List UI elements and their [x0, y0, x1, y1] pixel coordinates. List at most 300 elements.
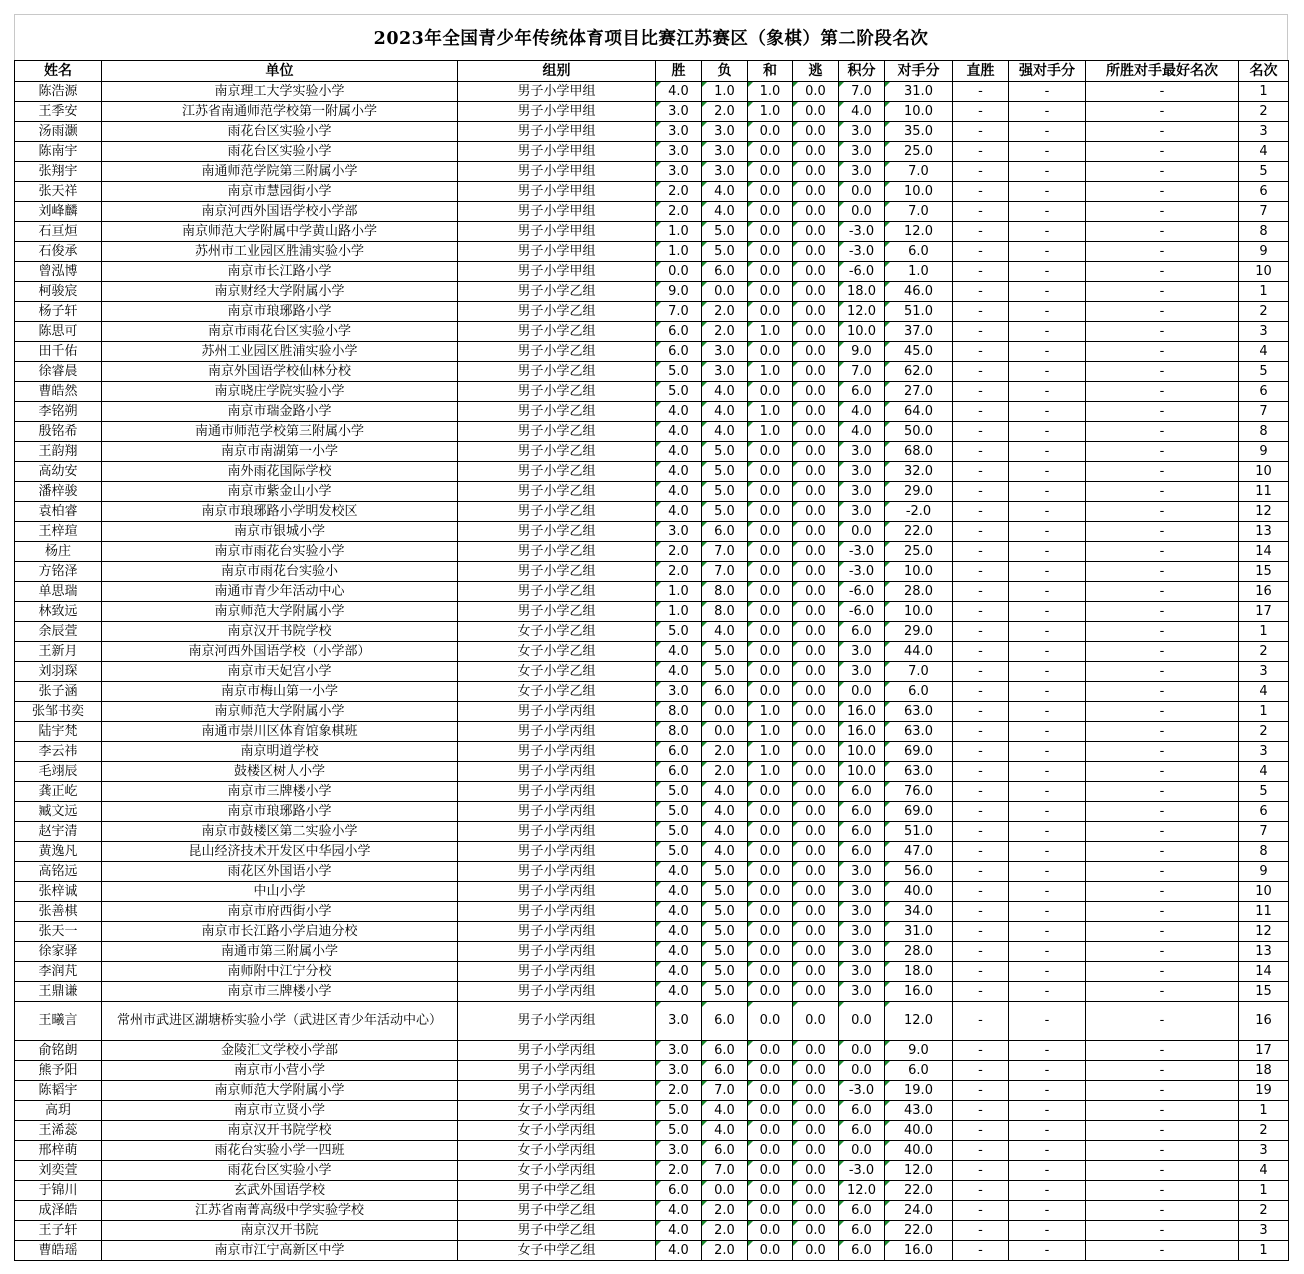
cell-name: 殷铭希	[15, 422, 102, 442]
cell-losses: 0.0	[702, 722, 748, 742]
cell-group: 男子小学丙组	[458, 902, 656, 922]
table-row	[15, 262, 1289, 282]
cell-points: -3.0	[839, 542, 885, 562]
cell-draws: 0.0	[748, 862, 793, 882]
cell-name: 成泽皓	[15, 1201, 102, 1221]
cell-wins: 4.0	[656, 462, 702, 482]
cell-strong-opponent-points: -	[1009, 682, 1086, 702]
cell-strong-opponent-points: -	[1009, 142, 1086, 162]
cell-opponent-points: 62.0	[885, 362, 953, 382]
cell-unit: 玄武外国语学校	[102, 1181, 458, 1201]
cell-losses: 4.0	[702, 382, 748, 402]
cell-head-to-head: -	[953, 1101, 1009, 1121]
cell-strong-opponent-points: -	[1009, 1161, 1086, 1181]
table-row	[15, 1221, 1289, 1241]
table-row	[15, 1041, 1289, 1061]
cell-strong-opponent-points: -	[1009, 602, 1086, 622]
table-row	[15, 182, 1289, 202]
cell-unit: 南京市雨花台实验小	[102, 562, 458, 582]
cell-losses: 4.0	[702, 402, 748, 422]
cell-points: -3.0	[839, 562, 885, 582]
cell-group: 男子小学甲组	[458, 82, 656, 102]
cell-strong-opponent-points: -	[1009, 782, 1086, 802]
cell-rank: 1	[1239, 1181, 1289, 1201]
cell-wins: 4.0	[656, 642, 702, 662]
cell-unit: 南通市青少年活动中心	[102, 582, 458, 602]
cell-rank: 1	[1239, 82, 1289, 102]
table-row	[15, 242, 1289, 262]
cell-opponent-points: 47.0	[885, 842, 953, 862]
cell-losses: 2.0	[702, 302, 748, 322]
cell-points: -6.0	[839, 582, 885, 602]
cell-losses: 5.0	[702, 222, 748, 242]
cell-unit: 南通市崇川区体育馆象棋班	[102, 722, 458, 742]
cell-points: 3.0	[839, 942, 885, 962]
cell-unit: 南京市立贤小学	[102, 1101, 458, 1121]
table-row	[15, 782, 1289, 802]
cell-forfeits: 0.0	[793, 942, 839, 962]
cell-losses: 4.0	[702, 842, 748, 862]
cell-points: 12.0	[839, 1181, 885, 1201]
cell-group: 男子小学丙组	[458, 982, 656, 1002]
cell-group: 男子小学乙组	[458, 442, 656, 462]
cell-forfeits: 0.0	[793, 562, 839, 582]
cell-name: 张天一	[15, 922, 102, 942]
cell-best-beaten-rank: -	[1086, 262, 1239, 282]
cell-head-to-head: -	[953, 362, 1009, 382]
table-row	[15, 542, 1289, 562]
cell-forfeits: 0.0	[793, 1161, 839, 1181]
table-body	[15, 82, 1289, 1261]
cell-group: 男子小学乙组	[458, 382, 656, 402]
cell-forfeits: 0.0	[793, 82, 839, 102]
cell-unit: 中山小学	[102, 882, 458, 902]
cell-name: 杨庄	[15, 542, 102, 562]
cell-rank: 10	[1239, 262, 1289, 282]
cell-forfeits: 0.0	[793, 1121, 839, 1141]
cell-wins: 2.0	[656, 182, 702, 202]
cell-unit: 苏州工业园区胜浦实验小学	[102, 342, 458, 362]
cell-head-to-head: -	[953, 682, 1009, 702]
cell-forfeits: 0.0	[793, 982, 839, 1002]
cell-name: 毛翊辰	[15, 762, 102, 782]
cell-forfeits: 0.0	[793, 122, 839, 142]
cell-forfeits: 0.0	[793, 1041, 839, 1061]
cell-rank: 9	[1239, 442, 1289, 462]
cell-strong-opponent-points: -	[1009, 222, 1086, 242]
cell-best-beaten-rank: -	[1086, 842, 1239, 862]
cell-unit: 南京市三牌楼小学	[102, 782, 458, 802]
cell-draws: 0.0	[748, 562, 793, 582]
cell-strong-opponent-points: -	[1009, 382, 1086, 402]
cell-strong-opponent-points: -	[1009, 342, 1086, 362]
cell-opponent-points: 22.0	[885, 522, 953, 542]
table-row	[15, 562, 1289, 582]
cell-best-beaten-rank: -	[1086, 442, 1239, 462]
cell-unit: 南通师范学院第三附属小学	[102, 162, 458, 182]
cell-draws: 0.0	[748, 682, 793, 702]
cell-strong-opponent-points: -	[1009, 862, 1086, 882]
cell-opponent-points: 25.0	[885, 542, 953, 562]
cell-group: 男子小学乙组	[458, 582, 656, 602]
cell-points: 16.0	[839, 702, 885, 722]
cell-head-to-head: -	[953, 1121, 1009, 1141]
cell-wins: 2.0	[656, 542, 702, 562]
table-row	[15, 142, 1289, 162]
cell-draws: 1.0	[748, 762, 793, 782]
cell-best-beaten-rank: -	[1086, 1141, 1239, 1161]
table-row	[15, 402, 1289, 422]
page-title: 2023年全国青少年传统体育项目比赛江苏赛区（象棋）第二阶段名次	[373, 29, 929, 49]
cell-points: 3.0	[839, 442, 885, 462]
header-opponent-points: 对手分	[885, 61, 953, 82]
cell-strong-opponent-points: -	[1009, 1241, 1086, 1261]
cell-rank: 8	[1239, 222, 1289, 242]
cell-strong-opponent-points: -	[1009, 1201, 1086, 1221]
cell-draws: 0.0	[748, 942, 793, 962]
cell-strong-opponent-points: -	[1009, 1002, 1086, 1041]
cell-draws: 1.0	[748, 402, 793, 422]
cell-draws: 0.0	[748, 882, 793, 902]
cell-rank: 2	[1239, 302, 1289, 322]
results-table	[14, 60, 1289, 1261]
cell-opponent-points: 10.0	[885, 102, 953, 122]
header-name: 姓名	[15, 61, 102, 82]
cell-head-to-head: -	[953, 1241, 1009, 1261]
cell-opponent-points: 12.0	[885, 222, 953, 242]
cell-name: 臧文远	[15, 802, 102, 822]
cell-wins: 4.0	[656, 982, 702, 1002]
cell-opponent-points: 16.0	[885, 982, 953, 1002]
cell-draws: 0.0	[748, 202, 793, 222]
cell-draws: 0.0	[748, 442, 793, 462]
cell-best-beaten-rank: -	[1086, 382, 1239, 402]
cell-name: 曹皓然	[15, 382, 102, 402]
table-row	[15, 282, 1289, 302]
cell-unit: 金陵汇文学校小学部	[102, 1041, 458, 1061]
cell-forfeits: 0.0	[793, 242, 839, 262]
table-row	[15, 1101, 1289, 1121]
cell-rank: 1	[1239, 282, 1289, 302]
cell-losses: 5.0	[702, 462, 748, 482]
cell-rank: 17	[1239, 602, 1289, 622]
cell-unit: 昆山经济技术开发区中华园小学	[102, 842, 458, 862]
cell-group: 男子小学丙组	[458, 1061, 656, 1081]
cell-draws: 0.0	[748, 602, 793, 622]
cell-draws: 1.0	[748, 742, 793, 762]
cell-unit: 南京汉开书院	[102, 1221, 458, 1241]
cell-wins: 6.0	[656, 322, 702, 342]
table-row	[15, 162, 1289, 182]
cell-losses: 6.0	[702, 262, 748, 282]
cell-rank: 12	[1239, 502, 1289, 522]
table-row	[15, 802, 1289, 822]
cell-rank: 1	[1239, 702, 1289, 722]
cell-group: 男子小学乙组	[458, 342, 656, 362]
cell-forfeits: 0.0	[793, 522, 839, 542]
cell-losses: 5.0	[702, 482, 748, 502]
cell-group: 男子小学丙组	[458, 842, 656, 862]
cell-head-to-head: -	[953, 1221, 1009, 1241]
cell-wins: 5.0	[656, 382, 702, 402]
cell-points: 3.0	[839, 502, 885, 522]
cell-strong-opponent-points: -	[1009, 542, 1086, 562]
cell-name: 邢梓萌	[15, 1141, 102, 1161]
cell-points: 3.0	[839, 142, 885, 162]
cell-name: 高玥	[15, 1101, 102, 1121]
cell-losses: 3.0	[702, 162, 748, 182]
cell-head-to-head: -	[953, 322, 1009, 342]
cell-losses: 2.0	[702, 1241, 748, 1261]
cell-rank: 10	[1239, 882, 1289, 902]
cell-best-beaten-rank: -	[1086, 342, 1239, 362]
cell-forfeits: 0.0	[793, 722, 839, 742]
cell-name: 杨子轩	[15, 302, 102, 322]
cell-losses: 3.0	[702, 342, 748, 362]
cell-strong-opponent-points: -	[1009, 202, 1086, 222]
cell-strong-opponent-points: -	[1009, 702, 1086, 722]
cell-strong-opponent-points: -	[1009, 942, 1086, 962]
cell-best-beaten-rank: -	[1086, 1081, 1239, 1101]
cell-name: 柯骏宸	[15, 282, 102, 302]
cell-forfeits: 0.0	[793, 1181, 839, 1201]
cell-strong-opponent-points: -	[1009, 802, 1086, 822]
cell-rank: 1	[1239, 1241, 1289, 1261]
cell-opponent-points: 22.0	[885, 1181, 953, 1201]
cell-wins: 1.0	[656, 582, 702, 602]
cell-rank: 6	[1239, 182, 1289, 202]
cell-wins: 4.0	[656, 1221, 702, 1241]
cell-losses: 5.0	[702, 642, 748, 662]
cell-draws: 1.0	[748, 722, 793, 742]
table-row	[15, 522, 1289, 542]
cell-best-beaten-rank: -	[1086, 242, 1239, 262]
table-row	[15, 422, 1289, 442]
cell-name: 王浠蕊	[15, 1121, 102, 1141]
cell-points: 0.0	[839, 182, 885, 202]
cell-name: 陈浩源	[15, 82, 102, 102]
cell-losses: 5.0	[702, 442, 748, 462]
cell-opponent-points: 63.0	[885, 762, 953, 782]
header-forfeits: 逃	[793, 61, 839, 82]
cell-forfeits: 0.0	[793, 642, 839, 662]
table-row	[15, 1121, 1289, 1141]
cell-forfeits: 0.0	[793, 482, 839, 502]
cell-unit: 南京市慧园街小学	[102, 182, 458, 202]
cell-forfeits: 0.0	[793, 582, 839, 602]
cell-strong-opponent-points: -	[1009, 1121, 1086, 1141]
cell-opponent-points: 51.0	[885, 302, 953, 322]
cell-strong-opponent-points: -	[1009, 922, 1086, 942]
cell-head-to-head: -	[953, 1161, 1009, 1181]
cell-unit: 雨花台实验小学一四班	[102, 1141, 458, 1161]
cell-forfeits: 0.0	[793, 222, 839, 242]
cell-name: 于锦川	[15, 1181, 102, 1201]
cell-name: 徐睿晨	[15, 362, 102, 382]
cell-losses: 8.0	[702, 602, 748, 622]
cell-draws: 0.0	[748, 982, 793, 1002]
cell-best-beaten-rank: -	[1086, 782, 1239, 802]
cell-name: 曾泓博	[15, 262, 102, 282]
cell-points: 3.0	[839, 922, 885, 942]
cell-opponent-points: 40.0	[885, 1141, 953, 1161]
cell-opponent-points: 6.0	[885, 682, 953, 702]
cell-unit: 南京市梅山第一小学	[102, 682, 458, 702]
cell-opponent-points: 40.0	[885, 1121, 953, 1141]
cell-unit: 南京市琅琊路小学	[102, 302, 458, 322]
cell-rank: 16	[1239, 1002, 1289, 1041]
cell-group: 男子小学甲组	[458, 142, 656, 162]
cell-opponent-points: -2.0	[885, 502, 953, 522]
table-row	[15, 202, 1289, 222]
cell-draws: 0.0	[748, 462, 793, 482]
cell-opponent-points: 22.0	[885, 1221, 953, 1241]
table-row	[15, 1061, 1289, 1081]
table-row	[15, 942, 1289, 962]
cell-rank: 11	[1239, 482, 1289, 502]
cell-best-beaten-rank: -	[1086, 1121, 1239, 1141]
cell-group: 女子小学丙组	[458, 1161, 656, 1181]
cell-draws: 0.0	[748, 302, 793, 322]
cell-rank: 11	[1239, 902, 1289, 922]
cell-forfeits: 0.0	[793, 862, 839, 882]
cell-wins: 4.0	[656, 402, 702, 422]
cell-unit: 南京河西外国语学校小学部	[102, 202, 458, 222]
cell-head-to-head: -	[953, 522, 1009, 542]
cell-head-to-head: -	[953, 1081, 1009, 1101]
cell-losses: 7.0	[702, 562, 748, 582]
cell-losses: 2.0	[702, 762, 748, 782]
cell-strong-opponent-points: -	[1009, 302, 1086, 322]
cell-draws: 0.0	[748, 1002, 793, 1041]
header-losses: 负	[702, 61, 748, 82]
cell-points: 3.0	[839, 122, 885, 142]
cell-opponent-points: 1.0	[885, 262, 953, 282]
cell-wins: 5.0	[656, 1101, 702, 1121]
cell-best-beaten-rank: -	[1086, 1221, 1239, 1241]
cell-points: 6.0	[839, 822, 885, 842]
cell-forfeits: 0.0	[793, 1081, 839, 1101]
header-head-to-head: 直胜	[953, 61, 1009, 82]
cell-best-beaten-rank: -	[1086, 1002, 1239, 1041]
cell-draws: 0.0	[748, 1161, 793, 1181]
cell-group: 男子小学乙组	[458, 362, 656, 382]
cell-losses: 6.0	[702, 1041, 748, 1061]
cell-head-to-head: -	[953, 842, 1009, 862]
cell-best-beaten-rank: -	[1086, 1101, 1239, 1121]
cell-wins: 4.0	[656, 502, 702, 522]
cell-losses: 0.0	[702, 1181, 748, 1201]
cell-rank: 16	[1239, 582, 1289, 602]
cell-rank: 6	[1239, 802, 1289, 822]
cell-best-beaten-rank: -	[1086, 162, 1239, 182]
cell-unit: 南京师范大学附属小学	[102, 702, 458, 722]
cell-best-beaten-rank: -	[1086, 1181, 1239, 1201]
cell-points: 10.0	[839, 762, 885, 782]
cell-points: 6.0	[839, 1121, 885, 1141]
cell-draws: 0.0	[748, 1221, 793, 1241]
cell-wins: 4.0	[656, 922, 702, 942]
cell-opponent-points: 6.0	[885, 242, 953, 262]
cell-points: 3.0	[839, 162, 885, 182]
cell-wins: 8.0	[656, 702, 702, 722]
cell-points: 6.0	[839, 802, 885, 822]
cell-best-beaten-rank: -	[1086, 522, 1239, 542]
cell-name: 王韵翔	[15, 442, 102, 462]
cell-forfeits: 0.0	[793, 1101, 839, 1121]
cell-opponent-points: 63.0	[885, 722, 953, 742]
cell-best-beaten-rank: -	[1086, 202, 1239, 222]
table-row	[15, 1081, 1289, 1101]
cell-draws: 1.0	[748, 322, 793, 342]
cell-opponent-points: 46.0	[885, 282, 953, 302]
cell-forfeits: 0.0	[793, 902, 839, 922]
cell-name: 徐家驿	[15, 942, 102, 962]
cell-points: 3.0	[839, 462, 885, 482]
cell-rank: 4	[1239, 342, 1289, 362]
cell-losses: 5.0	[702, 502, 748, 522]
cell-head-to-head: -	[953, 202, 1009, 222]
cell-wins: 3.0	[656, 522, 702, 542]
cell-rank: 14	[1239, 962, 1289, 982]
cell-head-to-head: -	[953, 862, 1009, 882]
cell-forfeits: 0.0	[793, 662, 839, 682]
cell-rank: 13	[1239, 942, 1289, 962]
table-row	[15, 1241, 1289, 1261]
cell-best-beaten-rank: -	[1086, 502, 1239, 522]
cell-losses: 6.0	[702, 1141, 748, 1161]
cell-forfeits: 0.0	[793, 702, 839, 722]
cell-draws: 0.0	[748, 522, 793, 542]
cell-best-beaten-rank: -	[1086, 662, 1239, 682]
cell-head-to-head: -	[953, 342, 1009, 362]
cell-name: 袁柏睿	[15, 502, 102, 522]
cell-best-beaten-rank: -	[1086, 762, 1239, 782]
cell-opponent-points: 50.0	[885, 422, 953, 442]
table-row	[15, 1002, 1289, 1041]
cell-unit: 雨花台区实验小学	[102, 142, 458, 162]
cell-group: 男子小学甲组	[458, 222, 656, 242]
cell-unit: 江苏省南菁高级中学实验学校	[102, 1201, 458, 1221]
cell-name: 王季安	[15, 102, 102, 122]
cell-draws: 0.0	[748, 662, 793, 682]
cell-strong-opponent-points: -	[1009, 182, 1086, 202]
cell-group: 男子小学甲组	[458, 202, 656, 222]
cell-rank: 2	[1239, 102, 1289, 122]
cell-unit: 雨花台区实验小学	[102, 122, 458, 142]
cell-unit: 南京理工大学实验小学	[102, 82, 458, 102]
cell-losses: 4.0	[702, 182, 748, 202]
cell-group: 男子中学乙组	[458, 1181, 656, 1201]
cell-wins: 2.0	[656, 1161, 702, 1181]
header-points: 积分	[839, 61, 885, 82]
cell-best-beaten-rank: -	[1086, 1161, 1239, 1181]
cell-best-beaten-rank: -	[1086, 182, 1239, 202]
cell-group: 男子小学乙组	[458, 522, 656, 542]
table-row	[15, 682, 1289, 702]
cell-group: 男子小学丙组	[458, 762, 656, 782]
table-row	[15, 862, 1289, 882]
header-strong-opponent-points: 强对手分	[1009, 61, 1086, 82]
cell-head-to-head: -	[953, 662, 1009, 682]
cell-name: 陈韬宇	[15, 1081, 102, 1101]
cell-best-beaten-rank: -	[1086, 902, 1239, 922]
table-row	[15, 642, 1289, 662]
cell-losses: 3.0	[702, 362, 748, 382]
cell-best-beaten-rank: -	[1086, 82, 1239, 102]
cell-unit: 南京市长江路小学启迪分校	[102, 922, 458, 942]
cell-wins: 6.0	[656, 742, 702, 762]
